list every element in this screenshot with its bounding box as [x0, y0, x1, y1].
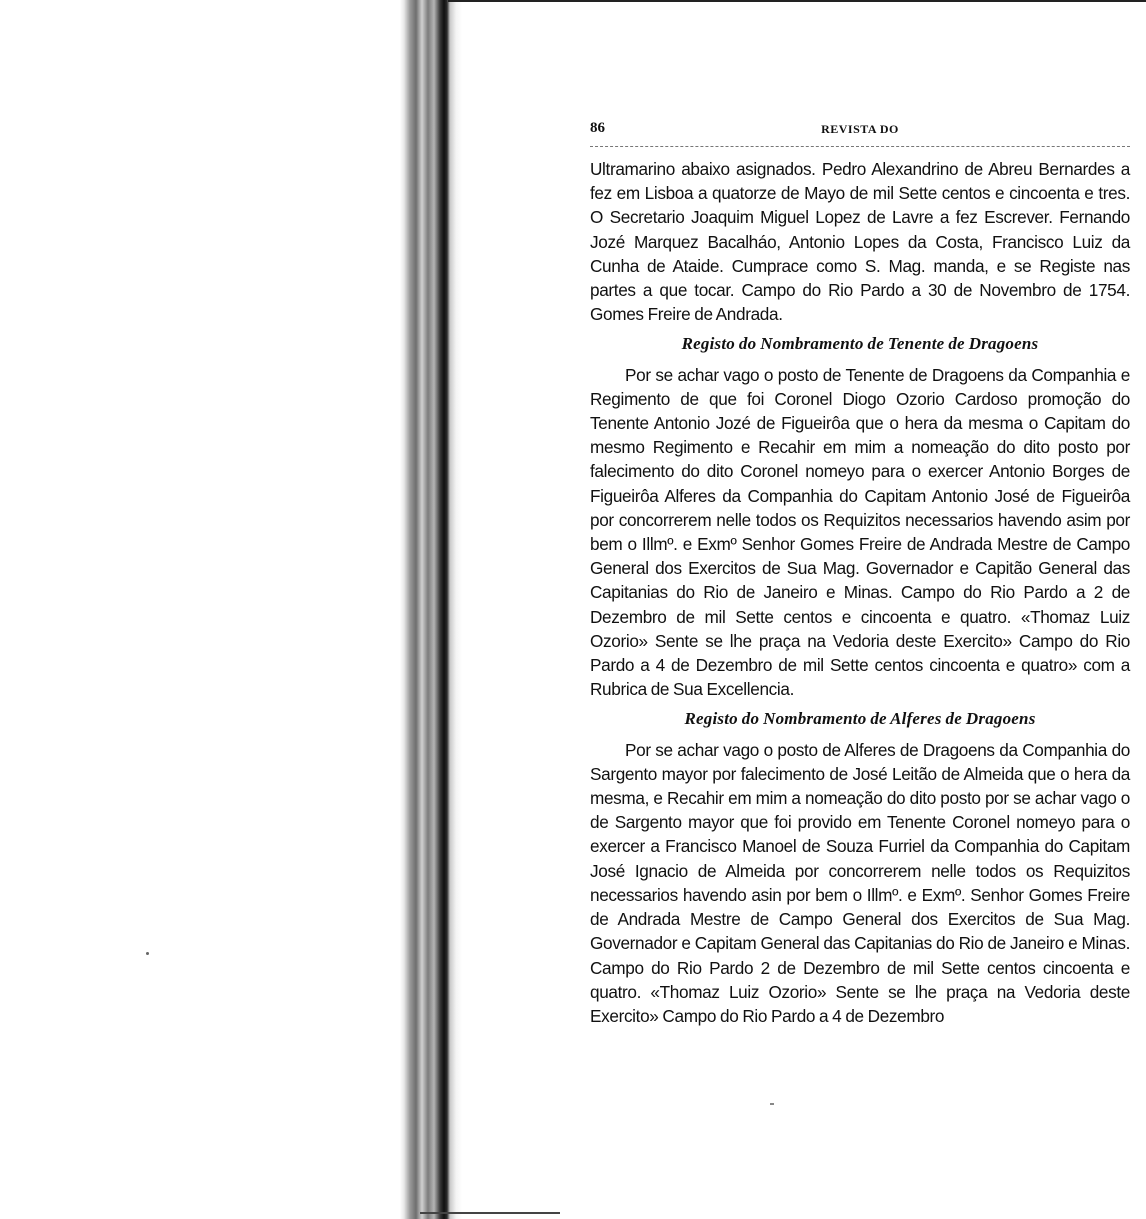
- section-heading-alferes: Registo do Nombramento de Alferes de Dragoens: [684, 709, 1036, 729]
- paragraph-continuation: Ultramarino abaixo asignados. Pedro Alexandrino de Abreu Bernardes a fez em Lisboa a quatorze de Mayo de mil Sette centos e cincoenta e tres. O Secretario Joaquim Miguel Lopez de Lavre a fez Escrever. Fernando Jozé Marquez Bacalháo, Antonio Lopes da Costa, Francisco Luiz da Cunha de Ataide. Cumprace como S. Mag. manda, e se Registe nas partes a que tocar. Campo do Rio Pardo a 30 de Novembro de 1754. Gomes Freire de Andrada.: [590, 159, 1130, 325]
- header-rule: [590, 146, 1130, 147]
- section-heading-tenente: Registo do Nombramento de Tenente de Dragoens: [681, 334, 1039, 354]
- running-head: [590, 120, 1130, 146]
- paragraph-alferes: Por se achar vago o posto de Alferes de Dragoens da Companhia do Sargento mayor por falecimento de José Leitão de Almeida que o hera da mesma, e Recahir em mim a nomeação do dito posto por se achar vago o de Sargento mayor que foi provido em Tenente Coronel nomeyo para o exercer a Francisco Manoel de Souza Furriel da Companhia do Capitam José Ignacio de Almeida por concorrerem nelle todos os Requizitos necessarios havendo asin por bem o Illmº. e Exmº. Senhor Gomes Freire de Andrada Mestre de Campo General dos Exercitos de Sua Mag. Governador e Capitam General das Capitanias do Rio de Janeiro e Minas. Campo do Rio Pardo 2 de Dezembro de mil Sette centos cincoenta e quatro. «Thomaz Luiz Ozorio» Sente se lhe praça na Vedoria deste Exercito» Campo do Rio Pardo a 4 de Dezembro: [590, 739, 1130, 1026]
- paragraph-tenente: Por se achar vago o posto de Tenente de Dragoens da Companhia e Regimento de que foi Coronel Diogo Ozorio Cardoso promoção do Tenente Antonio Jozé de Figueirôa que o hera da mesma o Capitam do mesmo Regimento e Recahir em mim a nomeação do dito posto por falecimento do dito Coronel nomeyo para o exercer Antonio Borges de Figueirôa Alferes da Companhia do Capitam Antonio José de Figueirôa por concorrerem nelle todos os Requizitos necessarios havendo asim por bem o Illmº. e Exmº Senhor Gomes Freire de Andrada Mestre de Campo General dos Exercitos de Sua Mag. Governador e Capitão General das Capitanias do Rio de Janeiro e Minas. Campo do Rio Pardo a 2 de Dezembro de mil Sette centos e cincoenta e quatro. «Thomaz Luiz Ozorio» Sente se lhe praça na Vedoria deste Exercito» Campo do Rio Pardo a 4 de Dezembro de mil Sette centos cincoenta e quatro» com a Rubrica de Sua Excellencia.: [590, 364, 1130, 700]
- book-spine-shadow: [400, 0, 462, 1219]
- page-number: 86: [590, 120, 605, 136]
- journal-title: REVISTA DO: [821, 122, 899, 136]
- body-text: [590, 157, 1130, 1028]
- scan-speck: [770, 1103, 774, 1105]
- blank-left-page: [0, 0, 400, 1219]
- page-bottom-edge: [420, 1206, 560, 1214]
- page-top-edge: [448, 0, 1146, 6]
- document-page: [590, 120, 1130, 1028]
- scan-speck: [146, 952, 149, 955]
